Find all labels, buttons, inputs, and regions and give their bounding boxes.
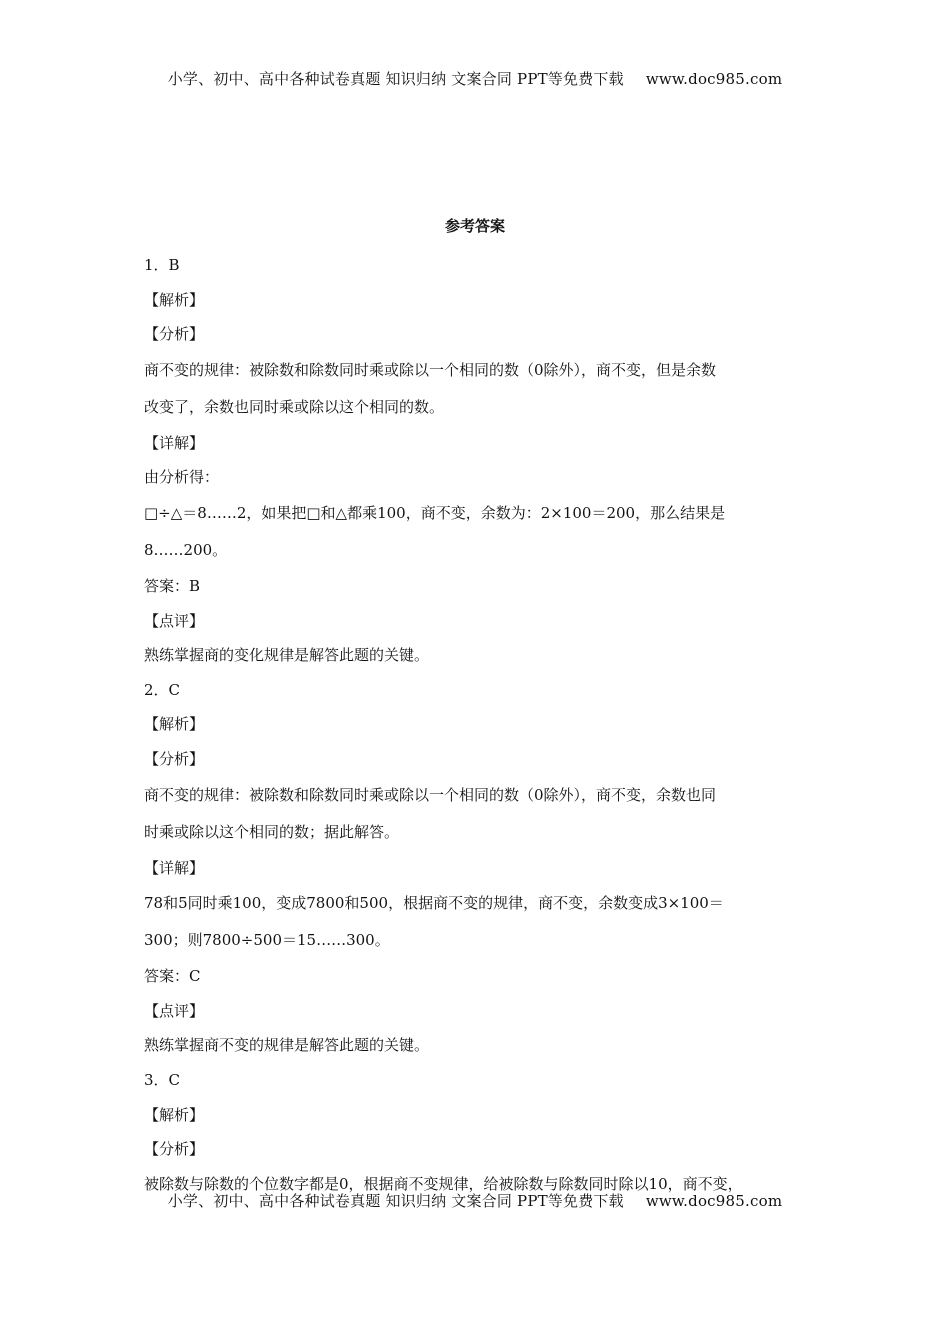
text-line: 【分析】 (144, 1140, 205, 1159)
text-line: 由分析得： (144, 468, 220, 487)
text-line: □÷△＝8……2，如果把□和△都乘100，商不变，余数为：2×100＝200，那么结果是 (144, 503, 726, 522)
text-line: 【分析】 (144, 749, 205, 768)
answer-content (144, 248, 804, 1201)
footer-site: www.doc985.com (645, 1192, 783, 1210)
text-line: 【详解】 (144, 858, 205, 877)
footer-text: 小学、初中、高中各种试卷真题 知识归纳 文案合同 PPT等免费下载 (167, 1192, 624, 1210)
text-line: 改变了，余数也同时乘或除以这个相同的数。 (144, 397, 445, 416)
text-line: 2．C (144, 680, 181, 699)
text-line: 答案：C (144, 967, 201, 986)
text-line: 3．C (144, 1070, 181, 1089)
text-line: 【解析】 (144, 290, 205, 309)
page-footer (0, 1190, 950, 1211)
header-site: www.doc985.com (645, 70, 783, 88)
page-title: 参考答案 (444, 217, 505, 235)
text-line: 被除数与除数的个位数字都是0，根据商不变规律，给被除数与除数同时除以10，商不变， (144, 1174, 743, 1193)
text-line: 商不变的规律：被除数和除数同时乘或除以一个相同的数（0除外），商不变，但是余数 (144, 360, 717, 379)
text-line: 熟练掌握商的变化规律是解答此题的关键。 (144, 646, 430, 665)
text-line: 【分析】 (144, 325, 205, 344)
text-line: 【解析】 (144, 1105, 205, 1124)
text-line: 8……200。 (144, 540, 228, 559)
header-text: 小学、初中、高中各种试卷真题 知识归纳 文案合同 PPT等免费下载 (167, 70, 624, 88)
text-line: 300；则7800÷500＝15……300。 (144, 931, 390, 950)
text-line: 【点评】 (144, 1001, 205, 1020)
text-line: 答案：B (144, 576, 201, 595)
text-line: 【点评】 (144, 611, 205, 630)
page-header (0, 68, 950, 89)
text-line: 78和5同时乘100，变成7800和500，根据商不变的规律，商不变，余数变成3×100＝ (144, 894, 724, 913)
text-line: 商不变的规律：被除数和除数同时乘或除以一个相同的数（0除外），商不变，余数也同 (144, 785, 717, 804)
text-line: 【详解】 (144, 433, 205, 452)
text-line: 时乘或除以这个相同的数；据此解答。 (144, 822, 400, 841)
text-line: 【解析】 (144, 715, 205, 734)
text-line: 熟练掌握商不变的规律是解答此题的关键。 (144, 1036, 430, 1055)
text-line: 1．B (144, 256, 180, 274)
